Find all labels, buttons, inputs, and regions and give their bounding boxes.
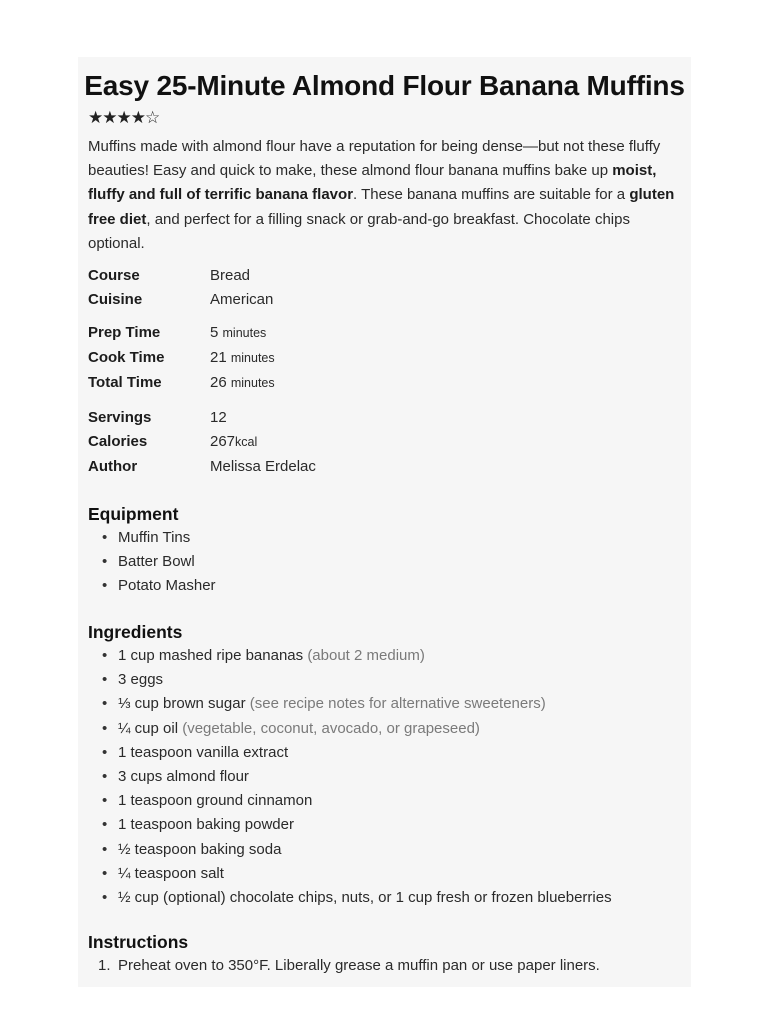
step-text: Preheat oven to 350°F. Liberally grease a muffin pan or use paper liners. — [118, 957, 600, 974]
ingredients-list — [88, 644, 612, 910]
meta-value — [210, 324, 266, 341]
meta-label: Prep Time — [88, 324, 161, 341]
ingredient-text: 1 teaspoon vanilla extract — [118, 743, 289, 761]
equipment-item — [88, 574, 216, 598]
meta-value: Melissa Erdelac — [210, 458, 316, 475]
meta-label: Course — [88, 267, 140, 284]
step-number: 1. — [98, 957, 111, 974]
ingredient-item — [88, 692, 612, 716]
meta-value[interactable]: 12 — [210, 409, 227, 426]
ingredient-text: 3 eggs — [118, 671, 164, 689]
equipment-item-label[interactable]: Batter Bowl — [118, 553, 195, 571]
instruction-step — [88, 954, 600, 978]
ingredient-text: ½ teaspoon baking soda — [118, 840, 282, 858]
ingredient-item — [88, 668, 612, 692]
ingredient-text: ½ cup (optional) chocolate chips, nuts, or 1 cup fresh or frozen blueberries — [118, 888, 612, 906]
meta-label: Cuisine — [88, 291, 143, 308]
ingredient-item — [88, 838, 612, 862]
equipment-heading: Equipment — [88, 504, 179, 524]
ingredient-item — [88, 886, 612, 910]
star-rating[interactable]: ★★★★☆ — [88, 108, 160, 127]
equipment-item — [88, 526, 216, 550]
ingredient-item — [88, 789, 612, 813]
summary-text: . These banana muffins are suitable for a — [353, 186, 630, 204]
meta-value — [210, 374, 275, 391]
recipe-summary — [88, 135, 683, 256]
instructions-list — [88, 954, 600, 978]
summary-text: Muffins made with almond flour have a reputation for being dense—but not these fluffy beauties! Easy and quick to make, these almond flour banana muffins bake up — [88, 138, 661, 180]
ingredient-note: (about 2 medium) — [307, 647, 425, 664]
ingredient-text: ¼ teaspoon salt — [118, 864, 224, 882]
meta-label: Servings — [88, 409, 152, 426]
meta-label: Cook Time — [88, 349, 165, 366]
ingredient-text: 1 cup mashed ripe bananas — [118, 647, 304, 664]
ingredients-heading: Ingredients — [88, 622, 183, 642]
ingredient-text: 1 teaspoon baking powder — [118, 816, 294, 834]
ingredient-text: ⅓ cup brown sugar — [118, 695, 246, 713]
recipe-card — [78, 57, 691, 987]
meta-value — [210, 349, 275, 366]
meta-value: American — [210, 291, 274, 308]
summary-bold-text: moist, fluffy and full of terrific banana flavor — [88, 162, 657, 204]
calories-unit: kcal — [235, 435, 258, 449]
ingredient-item — [88, 717, 612, 741]
ingredient-note: (see recipe notes for alternative sweeteners) — [249, 695, 546, 713]
time-value: 26 — [210, 374, 227, 391]
ingredient-item — [88, 765, 612, 789]
time-unit: minutes — [230, 376, 275, 390]
ingredient-text: 1 teaspoon ground cinnamon — [118, 792, 313, 810]
meta-label: Calories — [88, 433, 148, 450]
time-value: 5 — [210, 324, 219, 341]
meta-value: Bread — [210, 267, 251, 284]
ingredient-item — [88, 644, 612, 668]
time-unit: minutes — [222, 326, 267, 340]
ingredient-item — [88, 813, 612, 837]
meta-value — [210, 433, 257, 450]
ingredient-text: 3 cups almond flour — [118, 767, 249, 785]
ingredient-note: (vegetable, coconut, avocado, or grapeseed) — [182, 719, 480, 737]
time-unit: minutes — [230, 351, 275, 365]
summary-bold-text: gluten free diet — [88, 186, 675, 228]
instructions-heading: Instructions — [88, 932, 189, 952]
ingredient-text: ¼ cup oil — [118, 719, 179, 737]
summary-text: , and perfect for a filling snack or grab-and-go breakfast. Chocolate chips optional. — [88, 210, 630, 252]
ingredient-item — [88, 862, 612, 886]
equipment-list — [88, 526, 216, 599]
equipment-item-label[interactable]: Muffin Tins — [118, 529, 191, 546]
time-value: 21 — [210, 349, 227, 366]
equipment-item — [88, 550, 216, 574]
meta-label: Author — [88, 458, 138, 475]
recipe-title: Easy 25-Minute Almond Flour Banana Muffins — [84, 70, 685, 101]
ingredient-item — [88, 741, 612, 765]
calories-value: 267 — [210, 433, 236, 450]
equipment-item-label[interactable]: Potato Masher — [118, 577, 216, 595]
meta-label: Total Time — [88, 374, 162, 391]
